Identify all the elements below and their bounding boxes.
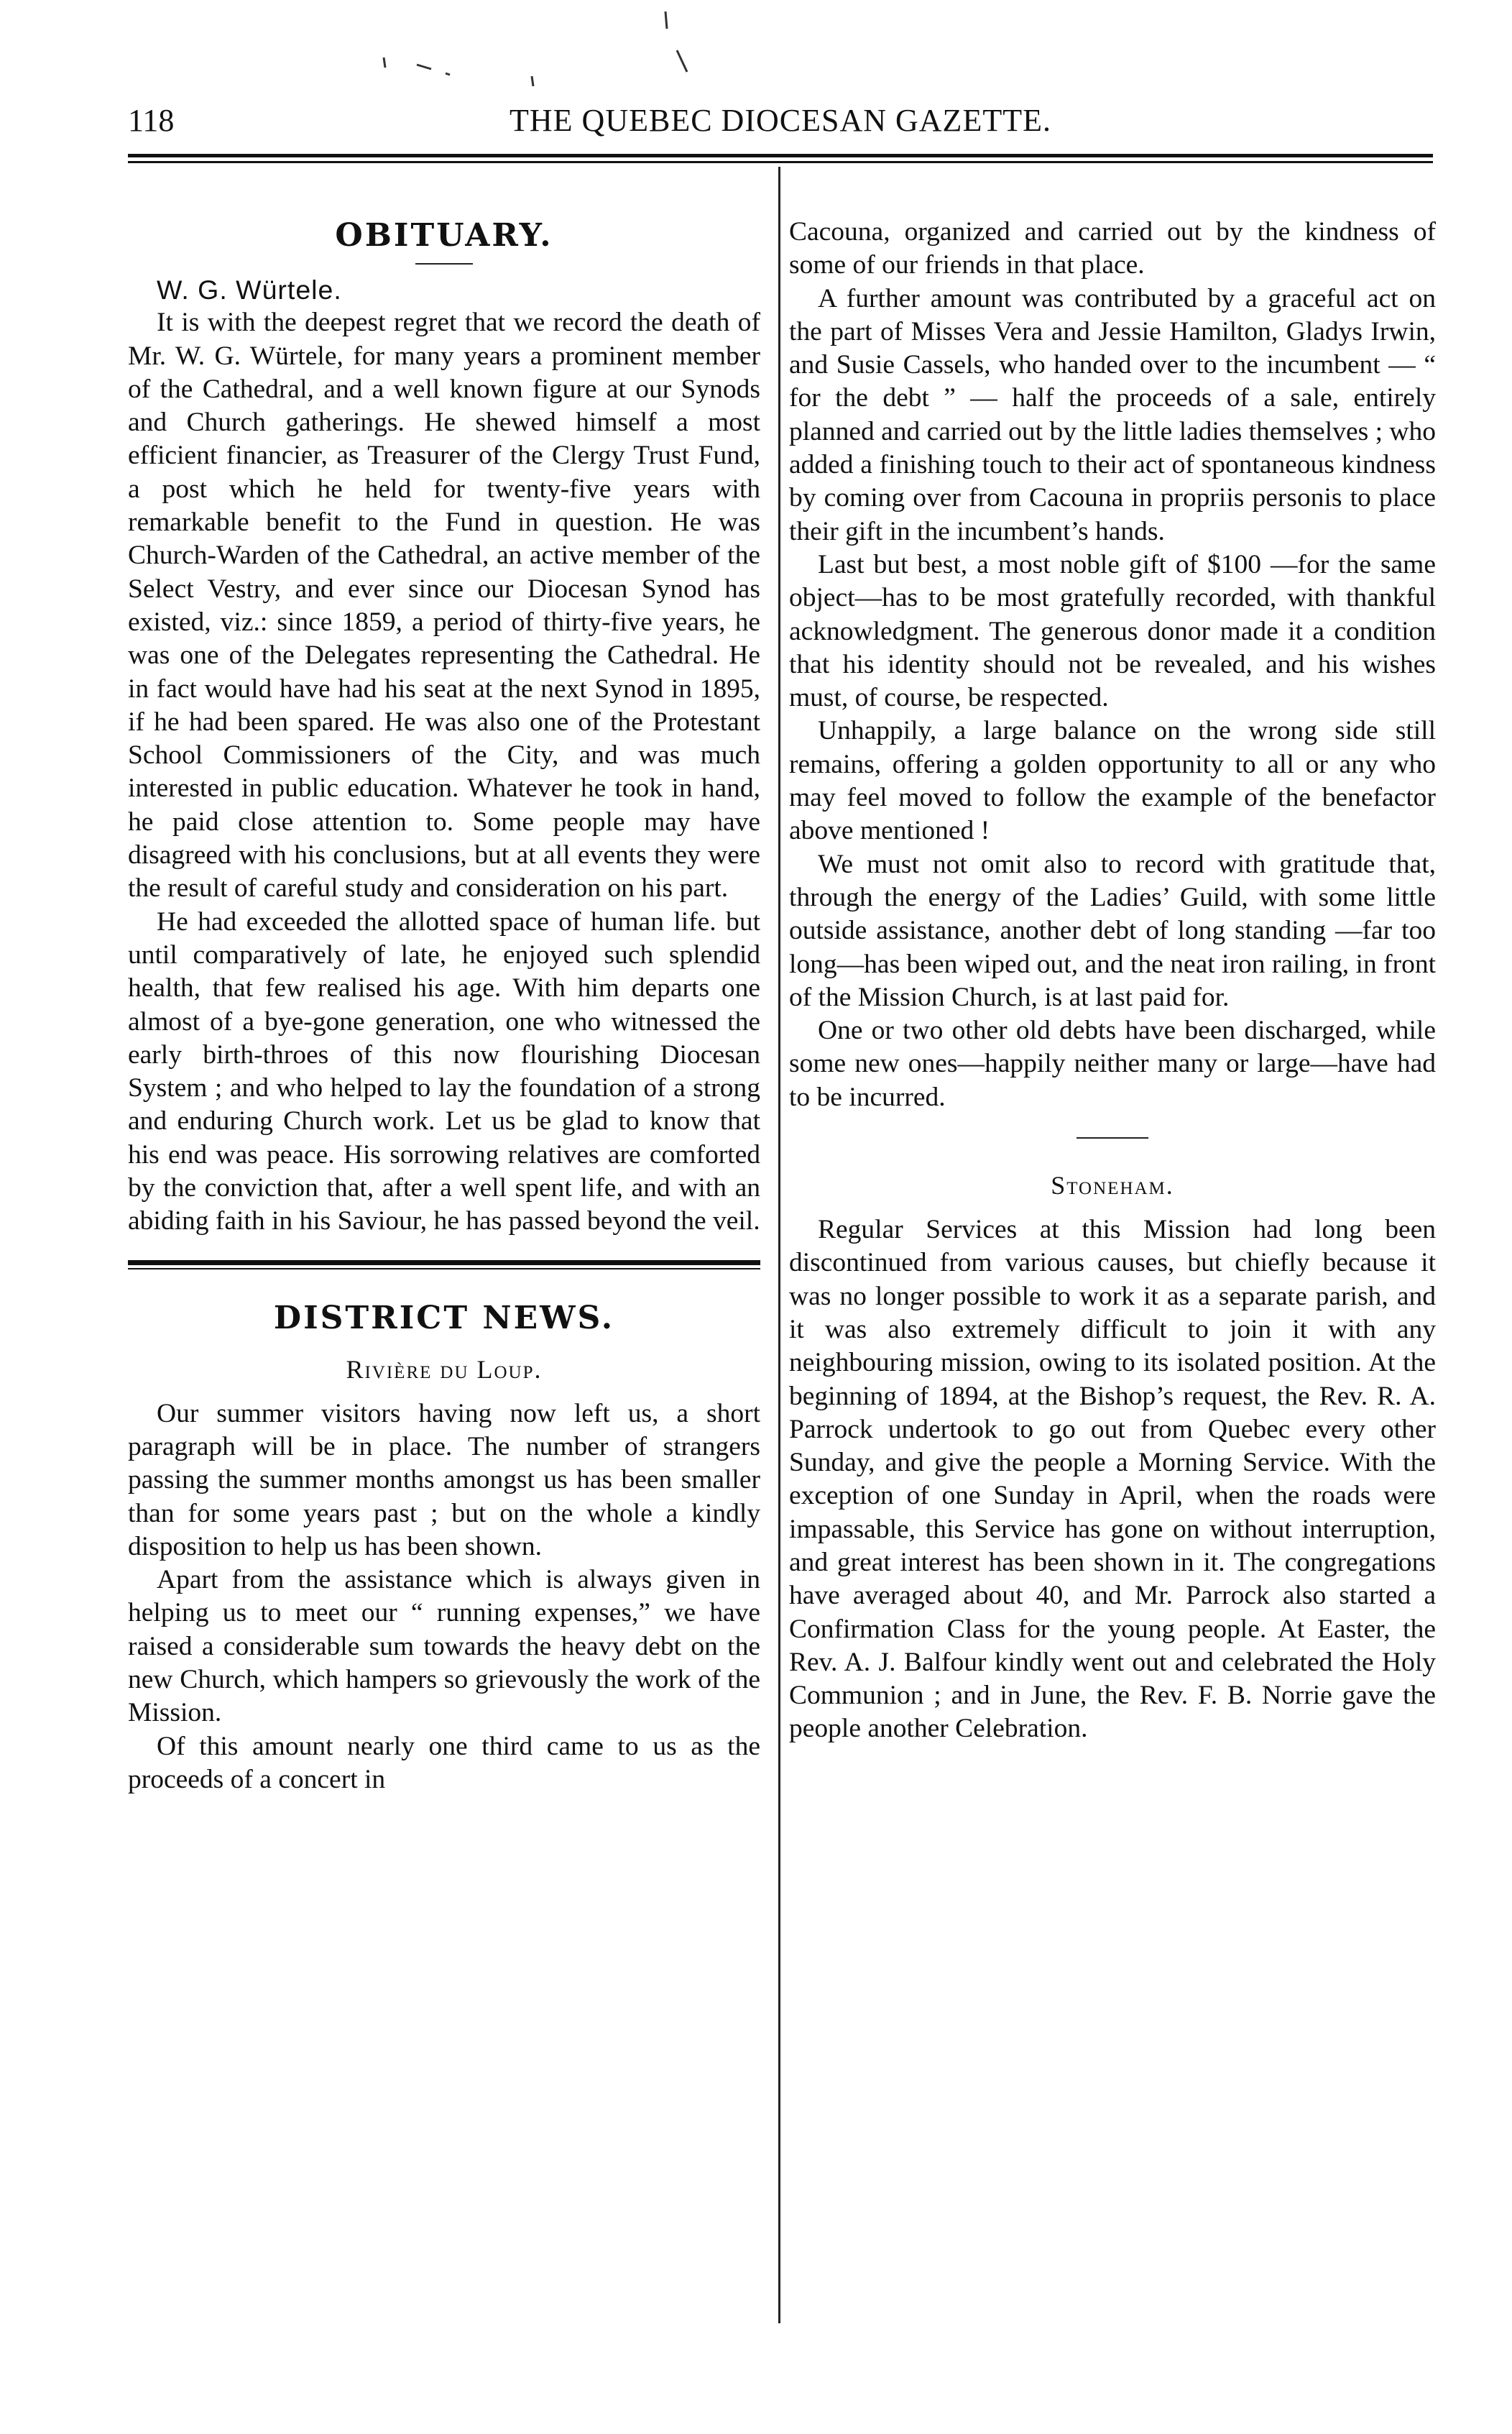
header-rule [128,154,1433,157]
stoneham-heading: Stoneham. [1051,1171,1174,1200]
news-paragraph: One or two other old debts have been discharged, while some new ones—happily neither many or large—have had to be incurred. [789,1016,1436,1112]
news-paragraph: Our summer visitors having now left us, a short paragraph will be in place. The number of strangers passing the summer months amongst us has been smaller than for some years past ; but on the whole a kindly disposition to help us has been shown. [128,1398,760,1561]
district-news-heading: DISTRICT NEWS. [273,1299,615,1336]
column-divider [778,167,780,2323]
obituary-heading: OBITUARY. [335,217,553,254]
right-column [789,216,1436,1746]
news-paragraph: A further amount was contributed by a graceful act on the part of Misses Vera and Jessie Hamilton, Gladys Irwin, and Susie Cassels, who handed over to the incumbent — “ for the debt ” — half the proceeds of a sale, entirely planned and carried out by the little ladies themselves ; who added a finishing touch to their act of spontaneous kindness by coming over from Cacouna in propriis personis to place their gift in the incumbent’s hands. [789,283,1436,546]
news-paragraph: Apart from the assistance which is always given in helping us to meet our “ running expenses,” we have raised a considerable sum towards the heavy debt on the new Church, which hampers so grievously the work of the Mission. [128,1565,760,1728]
left-column [128,216,760,1796]
news-paragraph: We must not omit also to record with gratitude that, through the energy of the Ladies’ Guild, with some little outside assistance, another debt of long standing —far too long—has been wiped out, and the neat iron railing, in front of the Mission Church, is at last paid for. [789,849,1436,1012]
obituary-paragraph: It is with the deepest regret that we record the death of Mr. W. G. Würtele, for many years a prominent member of the Cathedral, and a well known figure at our Synods and Church gatherings. He shewed himself a most efficient financier, as Treasurer of the Clergy Trust Fund, a post which he held for twenty-five years with remarkable benefit to the Fund in question. He was Church-Warden of the Cathedral, an active member of the Select Vestry, and ever since our Diocesan Synod has existed, viz.: since 1859, a period of thirty-five years, he was one of the Delegates representing the Cathedral. He in fact would have had his seat at the next Synod in 1895, if he had been spared. He was also one of the Protestant School Commissioners of the City, and was much interested in public education. Whatever he took in hand, he paid close attention to. Some people may have disagreed with his conclusions, but at all events they were the result of careful study and consideration on his part. [128,308,760,904]
news-paragraph: Regular Services at this Mission had long been discontinued from various causes, but chiefly because it was no longer possible to work it as a separate parish, and it was also extremely difficult to join it with any neighbouring mission, owing to its isolated position. At the beginning of 1894, at the Bishop’s request, the Rev. R. A. Parrock undertook to go out from Quebec every other Sunday, and give the people a Morning Service. With the exception of one Sunday in April, when the roads were impassable, this Service has gone on without interruption, and great interest has been shown in it. The congregations have averaged about 40, and Mr. Parrock also started a Confirmation Class for the young people. At Easter, the Rev. A. J. Balfour kindly went out and celebrated the Holy Communion ; and in June, the Rev. F. B. Norrie gave the people another Celebration. [789,1215,1436,1744]
news-paragraph: Of this amount nearly one third came to us as the proceeds of a concert in [128,1731,760,1794]
section-rule-thin [128,1268,760,1269]
obituary-paragraph: He had exceeded the allotted space of human life. but until comparatively of late, he enjoyed such splendid health, that few realised his age. With him departs one almost of a bye-gone generation, one who witnessed the early birth-throes of this now flourishing Diocesan System ; and who helped to lay the foundation of a strong and enduring Church work. Let us be glad to know that his end was peace. His sorrowing relatives are comforted by the conviction that, after a well spent life, and with an abiding faith in his Saviour, he has passed beyond the veil. [128,906,760,1236]
journal-title: THE QUEBEC DIOCESAN GAZETTE. [510,103,1051,138]
section-rule [128,1260,760,1265]
obituary-byline: W. G. Würtele. [157,275,342,305]
heading-rule [415,263,473,265]
riviere-du-loup-heading: Rivière du Loup. [346,1354,543,1384]
news-paragraph: Last but best, a most noble gift of $100 —for the same object—has to be most gratefully recorded, with thankful acknowledgment. The generous donor made it a condition that his identity should not be revealed, and his wishes must, of course, be respected. [789,549,1436,713]
news-paragraph: Unhappily, a large balance on the wrong side still remains, offering a golden opportunity to all or any who may feel moved to follow the example of the benefactor above mentioned ! [789,716,1436,846]
running-head [128,101,1433,144]
header-rule-thin [128,161,1433,163]
page-number: 118 [128,103,175,138]
news-paragraph: Cacouna, organized and carried out by the kindness of some of our friends in that place. [789,217,1436,280]
margin-marks [381,7,711,86]
section-rule [1077,1137,1148,1139]
